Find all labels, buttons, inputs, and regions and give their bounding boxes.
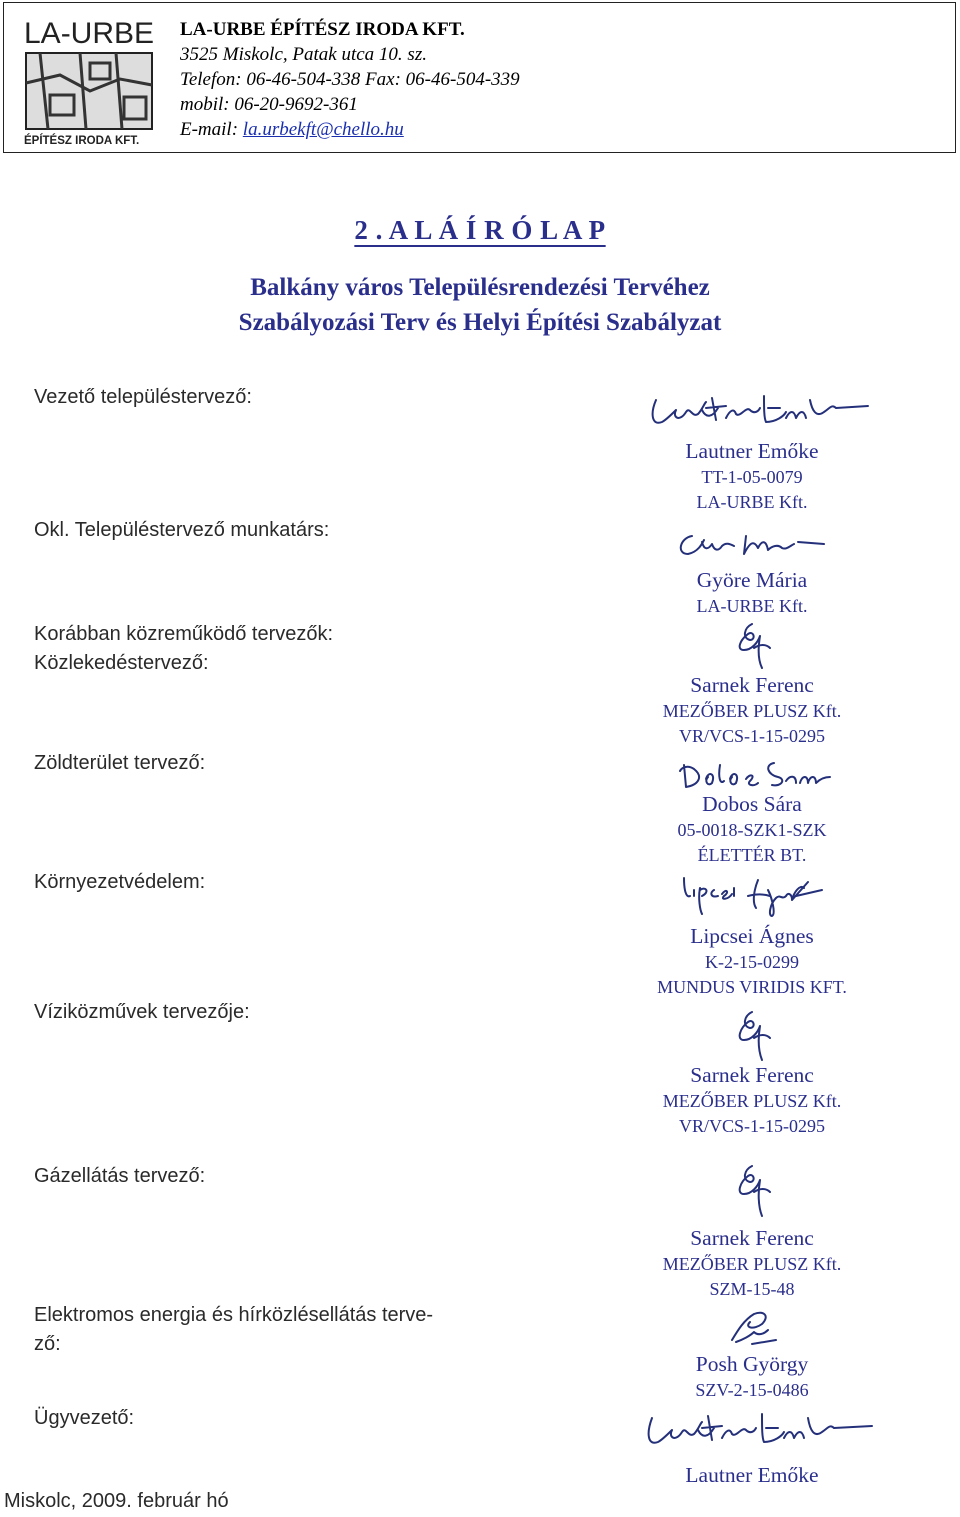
subtitle-2: Szabályozási Terv és Helyi Építési Szabályzat — [238, 309, 722, 336]
signatory-6-line-2: VR/VCS-1-15-0295 — [678, 1116, 825, 1136]
signatory-5-line-1: K-2-15-0299 — [705, 952, 799, 972]
signatory-9-name: Lautner Emőke — [685, 1463, 819, 1487]
document-title-text: 2 . A L Á Í R Ó L A P — [354, 215, 606, 245]
signatory-7-line-2: SZM-15-48 — [709, 1279, 795, 1299]
company-logo — [20, 13, 160, 149]
signature-lautner-1 — [646, 388, 876, 436]
document-title — [0, 215, 960, 246]
signatory-8-name: Posh György — [695, 1352, 809, 1376]
signature-lautner-2 — [642, 1406, 878, 1456]
signatory-5-name: Lipcsei Ágnes — [690, 924, 814, 948]
role-electric-line2: ző: — [34, 1333, 61, 1355]
signatory-3-line-1: MEZŐBER PLUSZ Kft. — [662, 701, 842, 721]
subtitle-1: Balkány város Településrendezési Tervéhez — [250, 274, 710, 301]
signatory-7-line-1: MEZŐBER PLUSZ Kft. — [662, 1254, 842, 1274]
company-address: 3525 Miskolc, Patak utca 10. sz. — [180, 44, 427, 65]
signature-gyore — [674, 528, 830, 564]
signature-sarnek-3 — [730, 1162, 772, 1218]
role-earlier-designers: Korábban közreműködő tervezők: — [34, 623, 334, 645]
letterhead — [3, 2, 956, 153]
signatory-2-line-1: LA-URBE Kft. — [696, 596, 808, 616]
logo-top-text: LA-URBE — [24, 17, 155, 50]
company-name: LA-URBE ÉPÍTÉSZ IRODA KFT. — [180, 19, 465, 40]
role-environment: Környezetvédelem: — [34, 871, 206, 893]
signatory-6-name: Sarnek Ferenc — [690, 1063, 814, 1087]
logo-bottom-text: ÉPÍTÉSZ IRODA KFT. — [24, 135, 140, 147]
email-link[interactable]: la.urbekft@chello.hu — [242, 119, 404, 140]
role-director: Ügyvezető: — [34, 1407, 135, 1429]
email-prefix: E-mail: — [180, 119, 243, 140]
role-electric-line1: Elektromos energia és hírközlésellátás terve- — [34, 1304, 434, 1326]
signatory-4-line-2: ÉLETTÉR BT. — [697, 845, 807, 865]
signatory-4-line-1: 05-0018-SZK1-SZK — [677, 820, 827, 840]
role-traffic: Közlekedéstervező: — [34, 652, 209, 674]
signatory-8-line-1: SZV-2-15-0486 — [695, 1380, 809, 1400]
role-water-utilities: Víziközművek tervezője: — [34, 1001, 250, 1023]
signatory-1-line-2: LA-URBE Kft. — [696, 492, 808, 512]
signatory-7-name: Sarnek Ferenc — [690, 1226, 814, 1250]
signature-dobos — [674, 757, 834, 793]
signatory-3-line-2: VR/VCS-1-15-0295 — [678, 726, 825, 746]
signatory-5-line-2: MUNDUS VIRIDIS KFT. — [657, 977, 847, 997]
signature-sarnek-1 — [730, 620, 772, 670]
signatory-3-name: Sarnek Ferenc — [690, 673, 814, 697]
company-email-line — [180, 119, 404, 141]
role-colleague: Okl. Településtervező munkatárs: — [34, 519, 330, 541]
signature-sarnek-2 — [730, 1008, 772, 1062]
signature-lipcsei — [676, 870, 826, 920]
signatory-6-line-1: MEZŐBER PLUSZ Kft. — [662, 1091, 842, 1111]
role-green-area: Zöldterület tervező: — [34, 752, 206, 774]
signatory-2-name: Györe Mária — [696, 568, 808, 592]
company-mobile: mobil: 06-20-9692-361 — [180, 94, 358, 115]
signatory-4-name: Dobos Sára — [702, 792, 802, 816]
role-gas: Gázellátás tervező: — [34, 1165, 206, 1187]
role-lead-planner: Vezető településtervező: — [34, 386, 252, 408]
company-phone: Telefon: 06-46-504-338 Fax: 06-46-504-339 — [180, 69, 520, 90]
signature-posh — [724, 1306, 780, 1348]
place-date: Miskolc, 2009. február hó — [4, 1490, 229, 1512]
signatory-1-line-1: TT-1-05-0079 — [701, 467, 803, 487]
signatory-1-name: Lautner Emőke — [685, 439, 819, 463]
